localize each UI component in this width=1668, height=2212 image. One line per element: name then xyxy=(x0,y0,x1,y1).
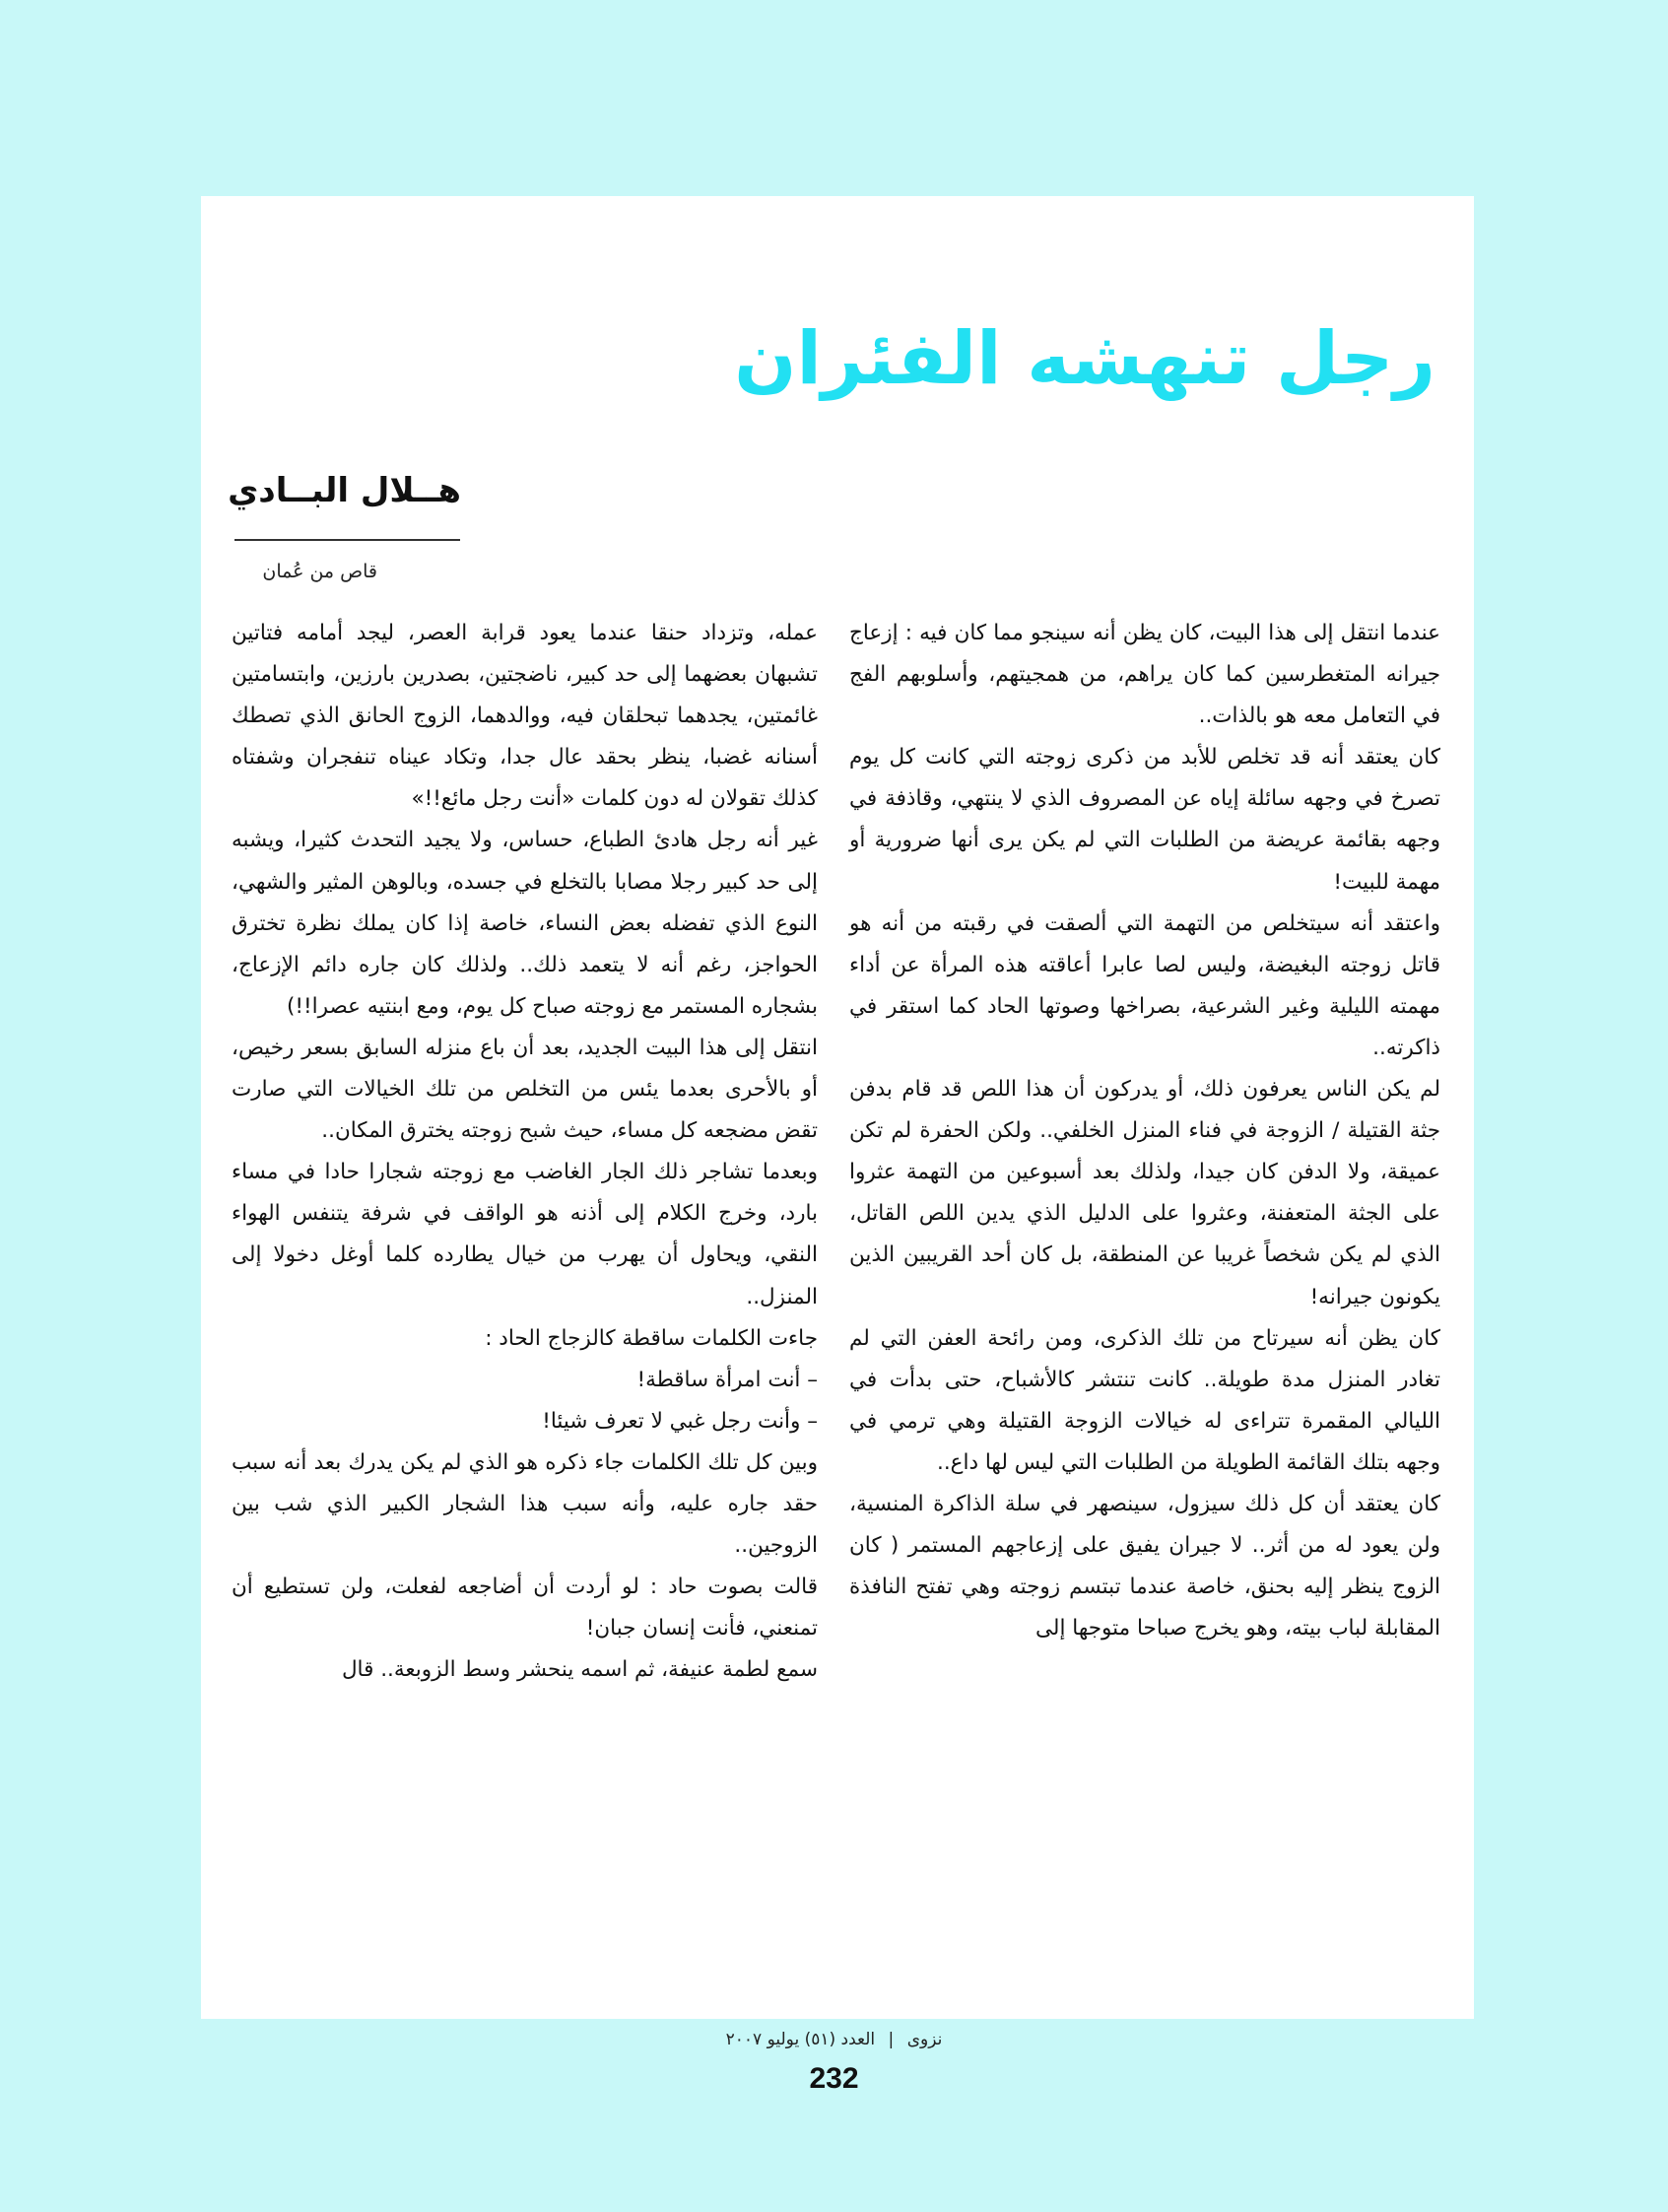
author-name: هــلال البــادي xyxy=(228,471,461,510)
author-note: قاص من عُمان xyxy=(262,561,377,582)
footer-issue: العدد (٥١) يوليو ٢٠٠٧ xyxy=(725,2030,876,2049)
paragraph: انتقل إلى هذا البيت الجديد، بعد أن باع منزله السابق بسعر رخيص، أو بالأحرى بعدما يئس من التخلص من تلك الخيالات التي صارت تقض مضجعه كل مساء، حيث شبح زوجته يخترق المكان.. xyxy=(232,1035,818,1144)
paragraph: كان يعتقد أنه قد تخلص للأبد من ذكرى زوجته التي كانت كل يوم تصرخ في وجهه سائلة إياه عن المصروف الذي لا ينتهي، وقاذفة في وجهه بقائمة عريضة من الطلبات التي لم يكن يرى أنها ضرورية أو مهمة للبيت! xyxy=(849,745,1440,895)
paragraph: وبين كل تلك الكلمات جاء ذكره هو الذي لم يكن يدرك بعد أنه سبب حقد جاره عليه، وأنه سبب هذا الشجار الكبير الذي شب بين الزوجين.. xyxy=(232,1449,818,1559)
paragraph: واعتقد أنه سيتخلص من التهمة التي ألصقت في رقبته من أنه هو قاتل زوجته البغيضة، وليس لصا عابرا أعاقته هذه المرأة عن أداء مهمته الليلية وغير الشرعية، بصراخها وصوتها الحاد كما استقر في ذاكرته.. xyxy=(849,910,1440,1060)
footer-magazine: نزوى xyxy=(906,2030,943,2049)
dialogue-line: – وأنت رجل غبي لا تعرف شيئا! xyxy=(542,1408,818,1434)
article-title: رجل تنهشه الفئران xyxy=(734,316,1435,401)
paragraph: سمع لطمة عنيفة، ثم اسمه ينحشر وسط الزوبعة.. قال xyxy=(341,1657,818,1683)
paragraph: عندما انتقل إلى هذا البيت، كان يظن أنه سينجو مما كان فيه : إزعاج جيرانه المتغطرسين كما كان يراهم، من همجيتهم، وأسلوبهم الفج في التعامل معه هو بالذات.. xyxy=(849,621,1440,729)
paragraph: كان يعتقد أن كل ذلك سيزول، سينصهر في سلة الذاكرة المنسية، ولن يعود له من أثر.. لا جيران يفيق على إزعاجهم المستمر ( كان الزوج ينظر إليه بحنق، خاصة عندما تبتسم زوجته وهي تفتح النافذة المقابلة لباب بيته، وهو يخرج صباحا متوجها إلى xyxy=(849,1491,1440,1642)
paragraph: لم يكن الناس يعرفون ذلك، أو يدركون أن هذا اللص قد قام بدفن جثة القتيلة / الزوجة في فناء المنزل الخلفي.. ولكن الحفرة لم تكن عميقة، ولا الدفن كان جيدا، ولذلك بعد أسبوعين من التهمة عثروا على الجثة المتعفنة، وعثروا على الدليل الذي يدين اللص القاتل، الذي لم يكن شخصاً غريبا عن المنطقة، بل كان أحد القريبين الذين يكونون جيرانه! xyxy=(849,1077,1440,1309)
author-divider xyxy=(234,539,460,541)
paragraph: غير أنه رجل هادئ الطباع، حساس، ولا يجيد التحدث كثيرا، ويشبه إلى حد كبير رجلا مصابا بالتخلع في جسده، وبالوهن المثير والشهي، النوع الذي تفضله بعض النساء، خاصة إذا كان يملك نظرة تخترق الحواجز، رغم أنه لا يتعمد ذلك.. ولذلك كان جاره دائم الإزعاج، بشجاره المستمر مع زوجته صباح كل يوم، ومع ابنتيه عصرا!!) xyxy=(232,828,818,1019)
footer-meta xyxy=(0,2030,1668,2049)
page-number: 232 xyxy=(809,2062,859,2095)
text-column-left xyxy=(232,613,818,1691)
paragraph: وبعدما تشاجر ذلك الجار الغاضب مع زوجته شجارا حادا في مساء بارد، وخرج الكلام إلى أذنه هو الواقف في شرفة يتنفس الهواء النقي، ويحاول أن يهرب من خيال يطارده كلما أوغل دخولا إلى المنزل.. xyxy=(232,1160,818,1309)
paragraph: كان يظن أنه سيرتاح من تلك الذكرى، ومن رائحة العفن التي لم تغادر المنزل مدة طويلة.. كانت تنتشر كالأشباح، حتى بدأت في الليالي المقمرة تتراءى له خيالات الزوجة القتيلة وهي ترمي في وجهه بتلك القائمة الطويلة من الطلبات التي ليس لها داع.. xyxy=(849,1325,1440,1475)
text-column-right xyxy=(849,613,1440,1649)
dialogue-line: – أنت امرأة ساقطة! xyxy=(636,1367,818,1392)
paragraph: عمله، وتزداد حنقا عندما يعود قرابة العصر، ليجد أمامه فتاتين تشبهان بعضهما إلى حد كبير، ناضجتين، بصدرين بارزين، وابتسامتين غائمتين، يجدهما تبحلقان فيه، ووالدهما، الزوج الحانق الذي تصطك أسنانه غضبا، ينظر بحقد عال جدا، وتكاد عيناه تنفجران وشفتاه كذلك تقولان له دون كلمات «أنت رجل مائع!!» xyxy=(232,621,818,812)
paragraph: قالت بصوت حاد : لو أردت أن أضاجعه لفعلت، ولن تستطيع أن تمنعني، فأنت إنسان جبان! xyxy=(232,1575,818,1642)
footer-separator: | xyxy=(888,2030,895,2049)
paragraph: جاءت الكلمات ساقطة كالزجاج الحاد : xyxy=(485,1325,818,1351)
